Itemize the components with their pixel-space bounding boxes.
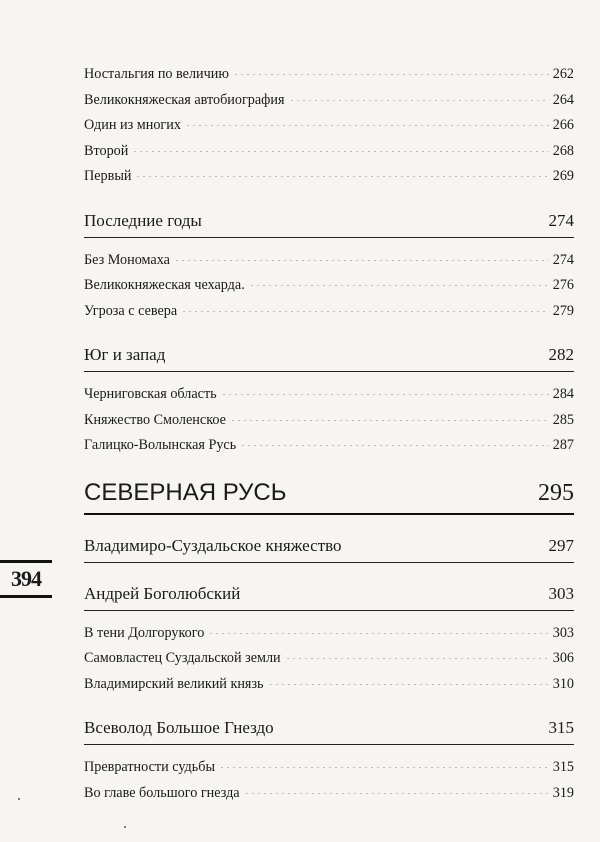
toc-page-number: 315: [548, 718, 574, 737]
toc-title: Ностальгия по величию: [84, 66, 229, 82]
toc-entry: [84, 88, 574, 114]
toc-entry: [84, 382, 574, 408]
toc-title: Один из многих: [84, 117, 181, 133]
toc-title: Владимиро-Суздальское княжество: [84, 535, 342, 555]
toc-page-number: 276: [552, 277, 574, 293]
dot-leader: [230, 420, 549, 421]
toc-title: Во главе большого гнезда: [84, 784, 240, 801]
toc-title: В тени Долгорукого: [84, 624, 205, 641]
toc-title: Княжество Смоленское: [84, 411, 226, 428]
toc-title: Юг и запад: [84, 345, 166, 364]
toc-entry: [84, 62, 574, 88]
toc-page-number: 262: [552, 66, 574, 82]
toc-title: Всеволод Большое Гнездо: [84, 718, 274, 737]
dot-leader: [240, 445, 549, 446]
dot-leader: [244, 793, 549, 794]
toc-section-heading: [84, 529, 574, 563]
toc-title: Великокняжеская чехарда.: [84, 277, 245, 293]
toc-page-number: 269: [552, 168, 574, 184]
dot-leader: [221, 394, 549, 395]
toc-page-number: 297: [548, 535, 574, 555]
toc-part-heading: [84, 473, 574, 515]
toc-page-number: 268: [552, 142, 574, 159]
toc-page-number: 274: [552, 251, 574, 268]
paper-speck: [18, 798, 20, 800]
dot-leader: [233, 74, 549, 75]
dot-leader: [289, 100, 549, 101]
toc-page-number: 287: [552, 437, 574, 453]
toc-page-number: 264: [552, 91, 574, 108]
dot-leader: [185, 125, 549, 126]
toc-entry: [84, 408, 574, 434]
toc-entry: [84, 299, 574, 325]
toc-entry: [84, 433, 574, 459]
toc-title: Первый: [84, 168, 132, 184]
toc-title: Черниговская область: [84, 386, 217, 402]
toc-entry: [84, 248, 574, 274]
toc-title: Великокняжеская автобиография: [84, 91, 285, 108]
toc-entry: [84, 672, 574, 698]
toc-page-number: 285: [552, 411, 574, 428]
dot-leader: [132, 151, 548, 152]
toc-page-number: 274: [548, 210, 574, 230]
toc-title: Самовластец Суздальской земли: [84, 650, 281, 666]
toc-title: Без Мономаха: [84, 251, 170, 268]
toc-entry: [84, 113, 574, 139]
toc-title: Андрей Боголюбский: [84, 583, 241, 603]
toc-section-heading: [84, 338, 574, 372]
toc-title: Превратности судьбы: [84, 759, 215, 775]
toc-page-number: 310: [552, 675, 574, 692]
toc-entry: [84, 621, 574, 647]
toc-title: Галицко-Волынская Русь: [84, 437, 237, 453]
toc-title: Угроза с севера: [84, 302, 178, 319]
toc-entry: [84, 273, 574, 299]
toc-title: Владимирский великий князь: [84, 675, 264, 692]
toc-page-number: 315: [552, 759, 574, 775]
dot-leader: [208, 633, 548, 634]
toc-page-number: 266: [552, 117, 574, 133]
dot-leader: [135, 176, 548, 177]
dot-leader: [249, 285, 549, 286]
dot-leader: [268, 684, 549, 685]
toc-page-number: 306: [552, 650, 574, 666]
toc-page-number: 284: [552, 386, 574, 402]
paper-speck: [124, 826, 126, 828]
toc-entry: [84, 139, 574, 165]
toc-section-heading: [84, 711, 574, 745]
dot-leader: [219, 767, 549, 768]
toc-entry: [84, 164, 574, 190]
toc-entry: [84, 755, 574, 781]
dot-leader: [285, 658, 549, 659]
toc-page-number: 279: [552, 302, 574, 319]
toc-page-number: 295: [538, 479, 574, 506]
toc-entry: [84, 781, 574, 807]
dot-leader: [174, 260, 549, 261]
toc-entry: [84, 646, 574, 672]
toc-section-heading: [84, 577, 574, 611]
toc-title: СЕВЕРНАЯ РУСЬ: [84, 478, 287, 506]
toc-page-number: 319: [552, 784, 574, 801]
table-of-contents: [84, 62, 574, 806]
page-number: 394: [0, 560, 52, 598]
toc-page-number: 303: [548, 583, 574, 603]
toc-title: Последние годы: [84, 210, 202, 230]
toc-title: Второй: [84, 142, 129, 159]
toc-page-number: 303: [552, 624, 574, 641]
dot-leader: [181, 311, 549, 312]
toc-section-heading: [84, 204, 574, 238]
toc-page-number: 282: [548, 345, 574, 364]
